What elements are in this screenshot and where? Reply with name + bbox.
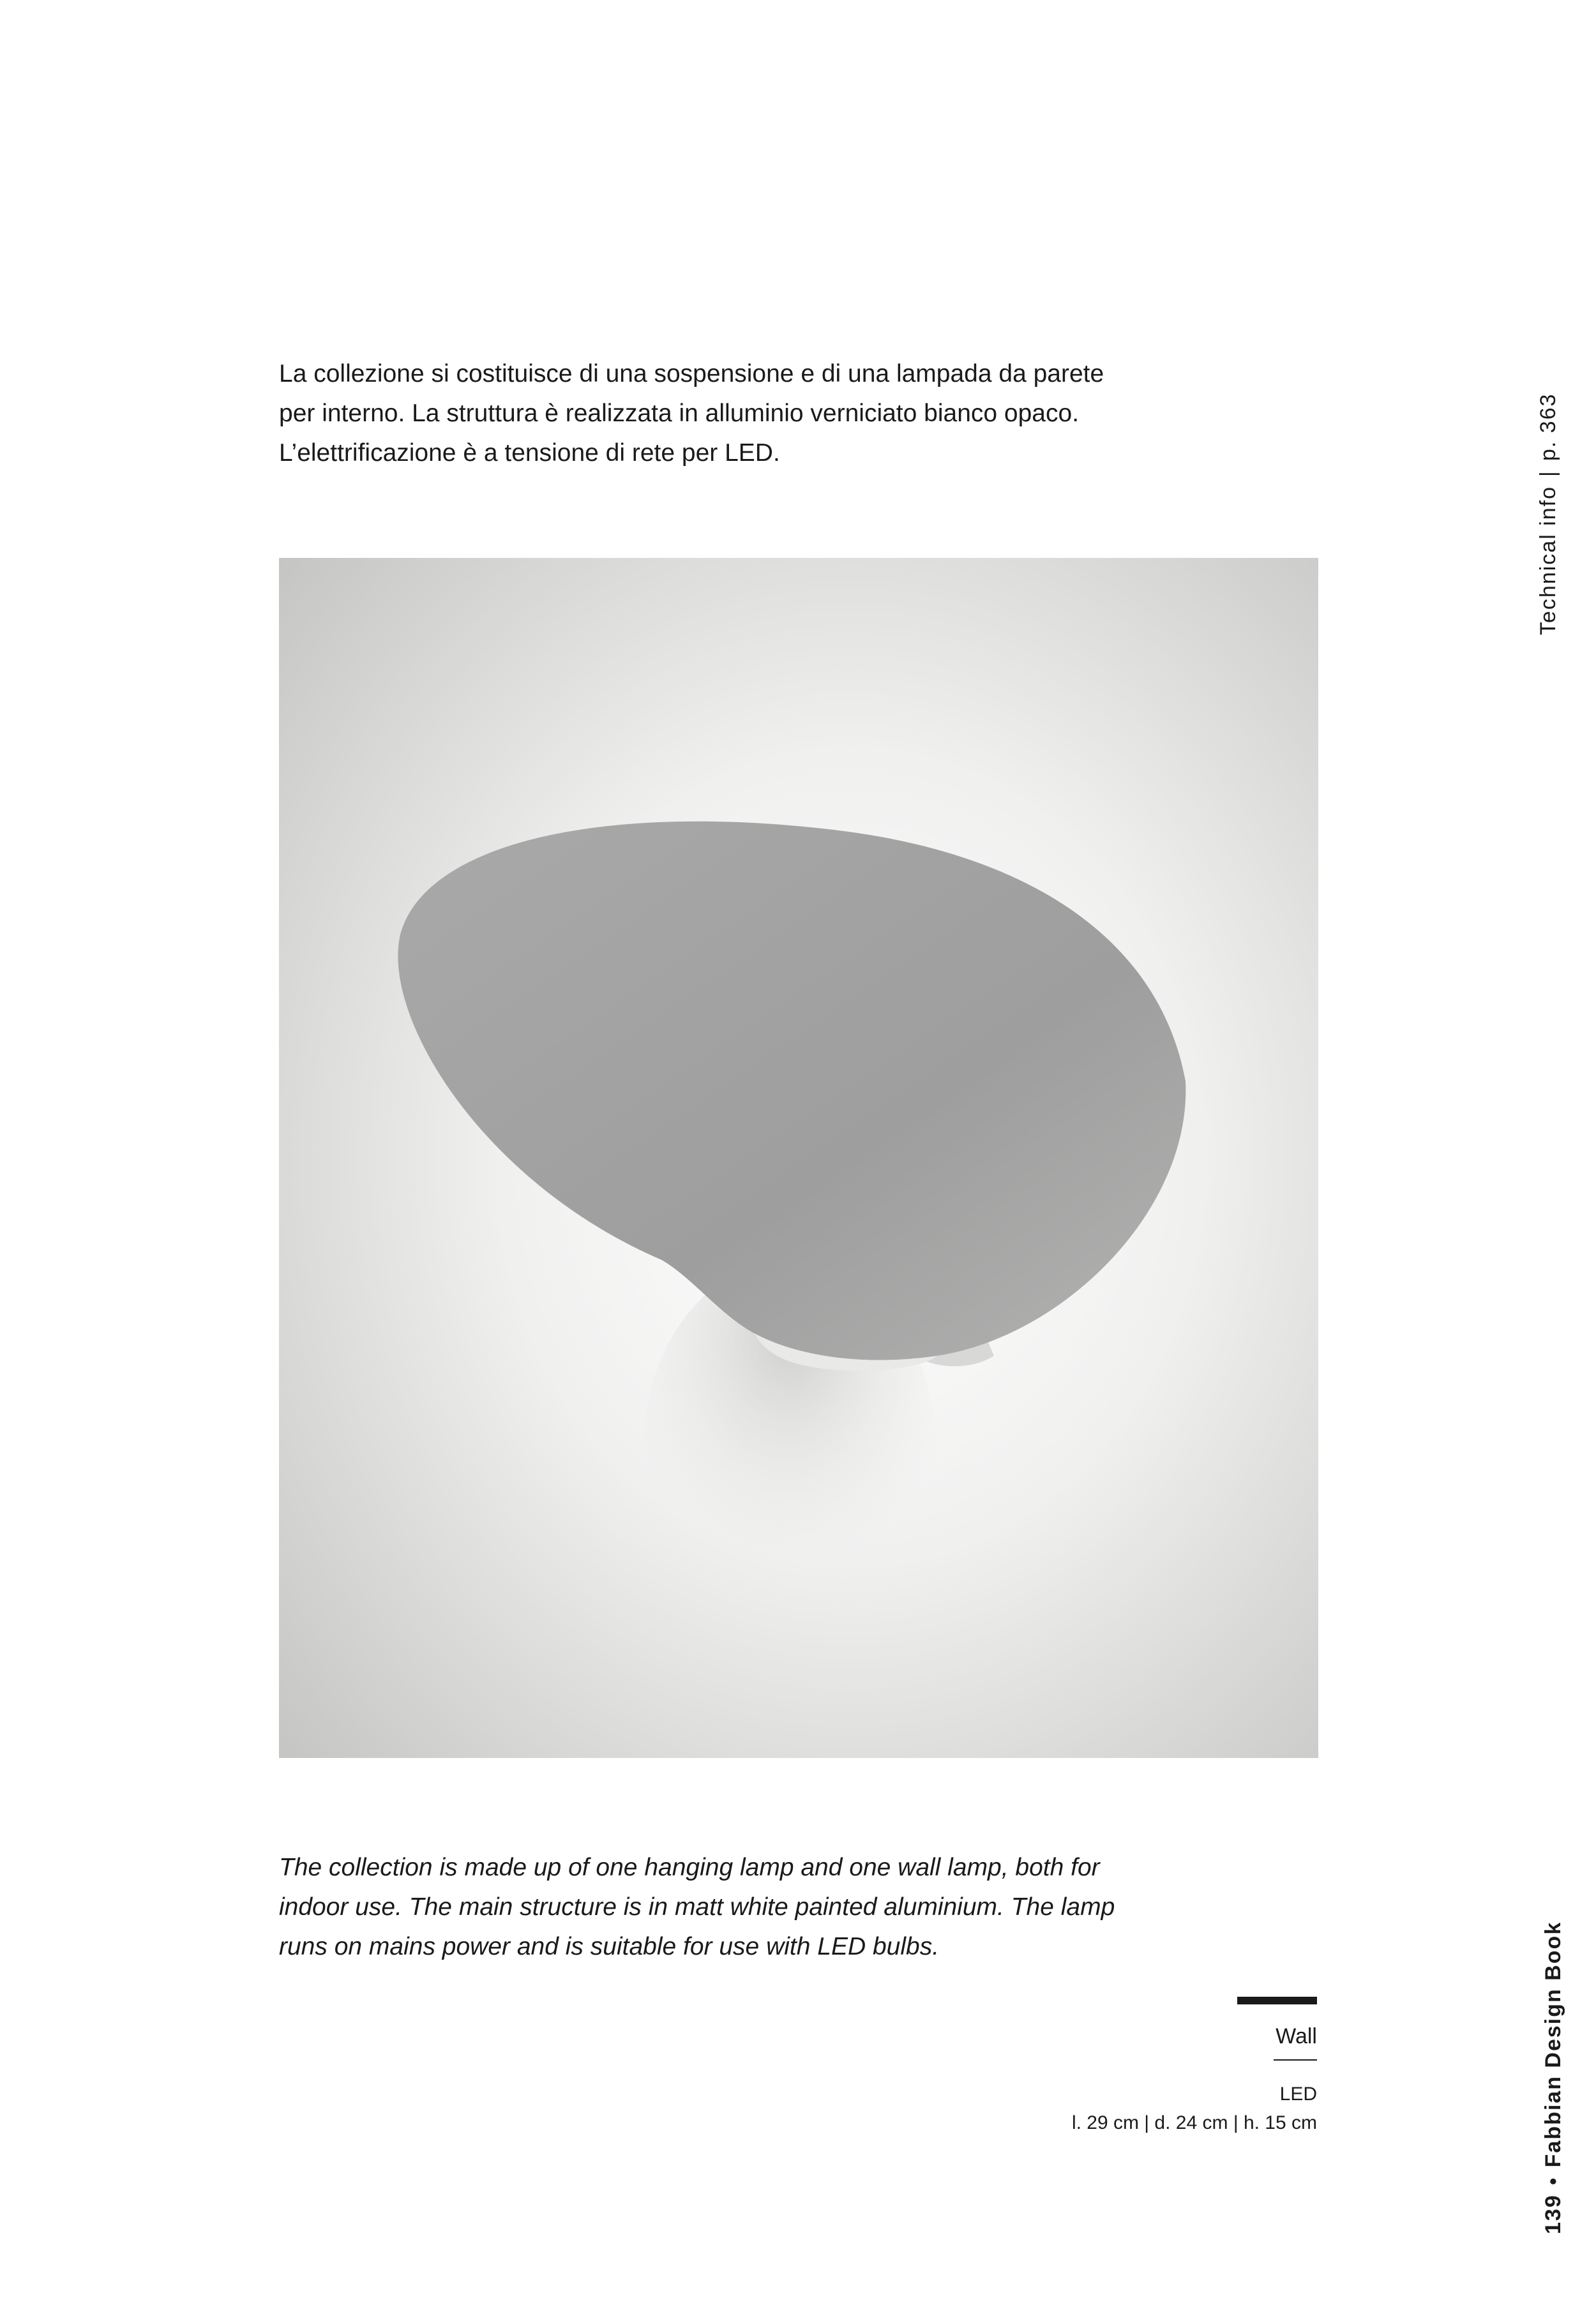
variant-name: Wall (1276, 2024, 1317, 2048)
variant-bar-divider (1237, 1997, 1317, 2004)
bullet: • (1541, 2176, 1565, 2186)
intro-en-line-3: runs on mains power and is suitable for use with LED bulbs. (279, 1933, 940, 1960)
product-photo (279, 558, 1318, 1758)
wall-lamp-illustration (279, 558, 1318, 1758)
technical-info-label: Technical info (1536, 485, 1560, 635)
variant-dimensions: l. 29 cm | d. 24 cm | h. 15 cm (1071, 2112, 1317, 2133)
publication-title: Fabbian Design Book (1541, 1921, 1565, 2168)
variant-light-source: LED (1279, 2084, 1317, 2105)
page-reference: p. 363 (1536, 393, 1560, 462)
technical-info-reference (1535, 316, 1561, 635)
folio (1540, 1851, 1566, 2234)
page-number: 139 (1541, 2194, 1565, 2234)
intro-it-line-3: L’elettrificazione è a tensione di rete per LED. (279, 439, 780, 467)
separator: | (1536, 470, 1560, 477)
intro-it-line-1: La collezione si costituisce di una sospensione e di una lampada da parete (279, 360, 1104, 387)
intro-en-line-2: indoor use. The main structure is in matt white painted aluminium. The lamp (279, 1893, 1115, 1921)
intro-text-english (279, 1848, 1237, 1967)
intro-en-line-1: The collection is made up of one hanging lamp and one wall lamp, both for (279, 1854, 1100, 1881)
intro-it-line-2: per interno. La struttura è realizzata in alluminio verniciato bianco opaco. (279, 400, 1080, 427)
intro-text-italian (279, 354, 1237, 473)
variant-underline (1274, 2059, 1317, 2061)
